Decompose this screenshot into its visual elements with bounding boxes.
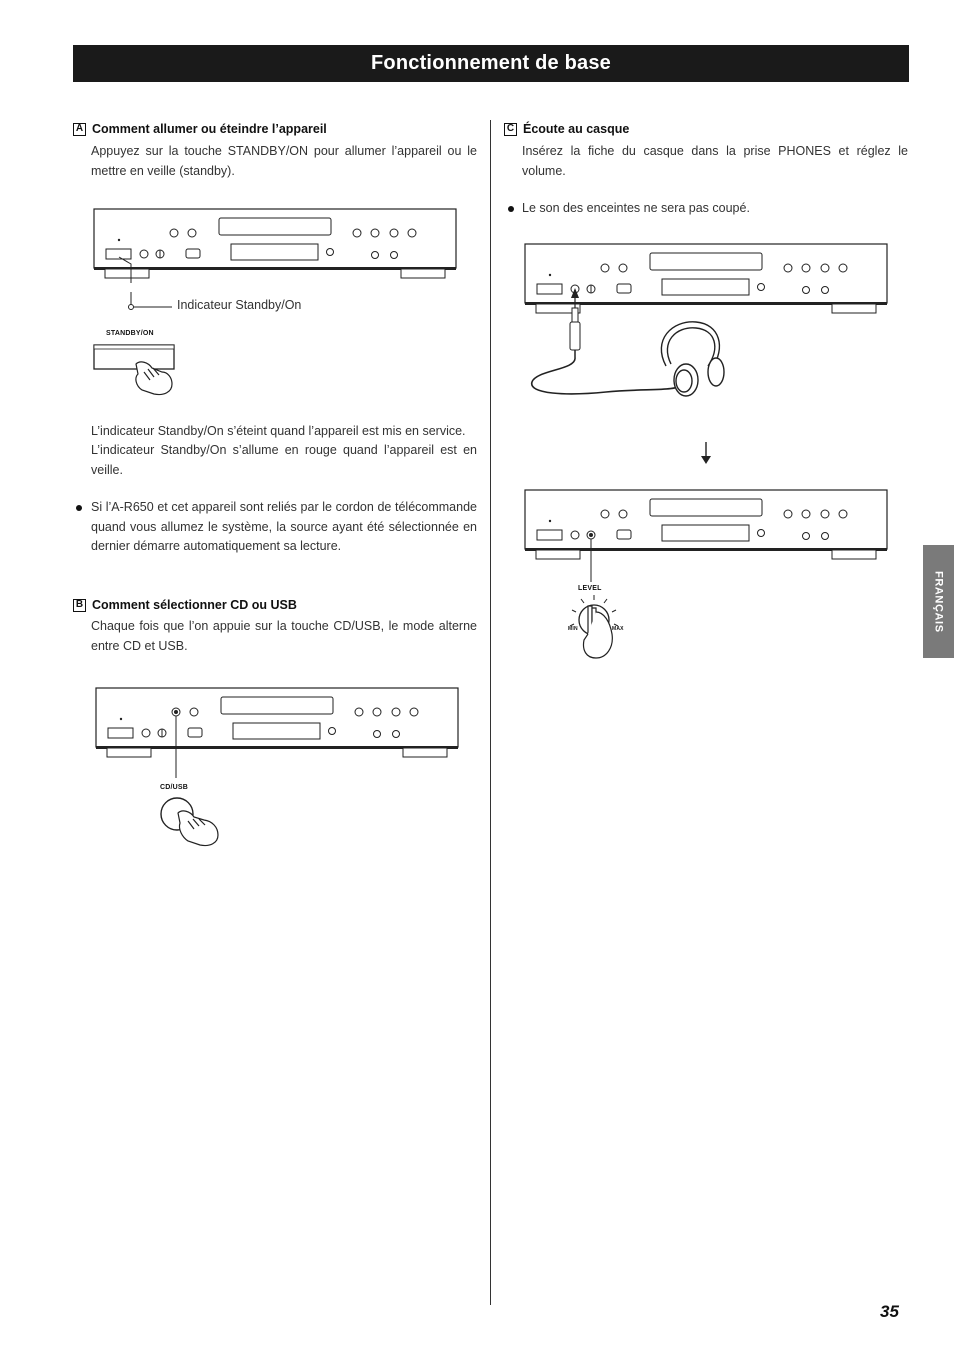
bullet-dot [508, 206, 514, 212]
section-a-para2: L’indicateur Standby/On s’allume en rouge quand l’appareil est en veille. [91, 443, 477, 477]
language-tab [923, 545, 954, 658]
section-b-heading [73, 598, 297, 612]
headphones-illustration [526, 284, 726, 414]
headphone-plug-icon [572, 308, 578, 322]
standby-button-label: STANDBY/ON [106, 330, 154, 337]
section-a-letter: A [73, 123, 86, 136]
section-a-heading [73, 122, 327, 136]
standby-indicator-label: Indicateur Standby/On [177, 298, 302, 312]
level-knob-illustration [568, 594, 628, 662]
level-knob-min: MIN [568, 626, 578, 632]
device-diagram-a [93, 208, 459, 283]
section-b-heading-text: Comment sélectionner CD ou USB [92, 598, 297, 612]
section-c-bullet: Le son des enceintes ne sera pas coupé. [522, 201, 750, 215]
pressing-hand-icon [178, 811, 218, 846]
page-title [73, 45, 909, 82]
section-a-para1: L’indicateur Standby/On s’éteint quand l’appareil est mis en service. [91, 424, 466, 438]
headphones-icon [661, 322, 724, 396]
device-diagram-b [95, 687, 461, 762]
section-c-intro: Insérez la fiche du casque dans la prise PHONES et réglez le volume. [522, 144, 908, 178]
insert-arrow-icon [571, 288, 579, 298]
cd-usb-callout-line [175, 760, 179, 780]
page-number: 35 [880, 1302, 899, 1321]
page-title-text: Fonctionnement de base [371, 52, 611, 74]
cd-usb-button-illustration [158, 795, 223, 850]
down-arrow-icon [699, 442, 713, 466]
device-diagram-c2 [524, 489, 890, 564]
bullet-dot [76, 505, 82, 511]
level-knob-label: LEVEL [578, 585, 602, 592]
level-callout-line [590, 564, 594, 584]
cd-usb-button-label: CD/USB [160, 784, 189, 791]
indicator-callout-line [124, 292, 174, 314]
level-knob-max: MAX [612, 626, 624, 632]
section-a-bullet: Si l’A-R650 et cet appareil sont reliés par le cordon de télécommande quand vous allumez le système, la source ayant été sélectionnée en dernier démarre automatiquement sa lecture. [91, 500, 477, 553]
section-c-heading-text: Écoute au casque [523, 122, 630, 136]
column-divider [490, 120, 491, 1305]
language-tab-text: FRANÇAIS [932, 570, 945, 633]
section-a-intro: Appuyez sur la touche STANDBY/ON pour allumer l’appareil ou le mettre en veille (standby). [91, 144, 477, 178]
section-b-letter: B [73, 599, 86, 612]
section-c-letter: C [504, 123, 517, 136]
section-a-heading-text: Comment allumer ou éteindre l’appareil [92, 122, 327, 136]
section-c-heading [504, 122, 629, 136]
standby-button-illustration [92, 342, 187, 397]
section-b-intro: Chaque fois que l’on appuie sur la touche CD/USB, le mode alterne entre CD et USB. [91, 619, 477, 653]
